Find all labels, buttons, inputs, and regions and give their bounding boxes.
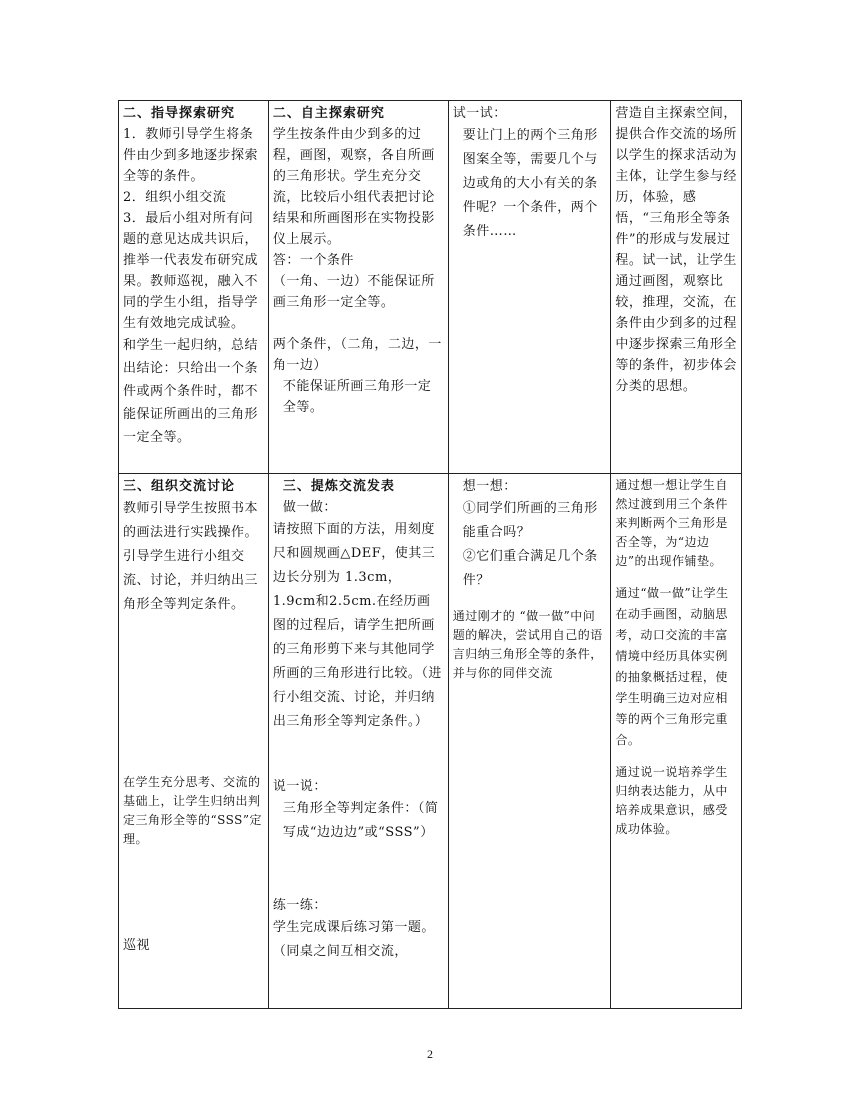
text-line: 巡视 (123, 938, 151, 953)
text-line: 学生按条件由少到多的过程，画图，观察，各自所画的三角形状。学生充分交流，比较后小组代表把讨论结果和所画图形在实物投影仪上展示。 (272, 127, 435, 247)
text-line: 要让门上的两个三角形图案全等，需要几个与边或角的大小有关的条件呢？一个条件，两个条件…… (462, 128, 598, 239)
table-row (119, 101, 742, 474)
section-heading: 二、指导探索研究 (123, 106, 236, 121)
text-line: 教师引导学生按照书本的画法进行实践操作。引导学生进行小组交流、讨论，并归纳出三角形全等判定条件。 (123, 501, 259, 612)
table-row (119, 474, 742, 1009)
text-line: 通过说一说培养学生归纳表达能力，从中培养成果意识，感受成功体验。 (615, 765, 728, 836)
section-heading: 三、组织交流讨论 (123, 479, 236, 494)
text-line: 答：一个条件 (272, 253, 354, 268)
text-line: 通过刚才的 “做一做”中问题的解决，尝试用自己的语言归纳三角形全等的条件，并与你的同伴交流 (452, 609, 603, 680)
text-line: 做一做： (282, 500, 337, 515)
activity-cell (448, 101, 611, 474)
text-line: 学生完成课后练习第一题。（同桌之间互相交流， (272, 920, 435, 959)
text-line: （一角、一边）不能保证所画三角形一定全等。 (272, 274, 435, 310)
text-line: 1．教师引导学生将条件由少到多地逐步探索全等的条件。 (123, 127, 259, 184)
activity-cell (448, 474, 611, 1009)
design-intent-cell (611, 474, 742, 1009)
design-intent-cell (611, 101, 742, 474)
text-line: 通过“做一做”让学生在动手画图，动脑思考，动口交流的丰富情境中经历具体实例的抽象概括过程，使学生明确三边对应相等的两个三角形完重合。 (615, 586, 729, 747)
text-line: 两个条件，（二角，二边，一角一边） (272, 337, 442, 373)
section-heading: 试一试： (452, 106, 507, 121)
text-line: 请按照下面的方法，用刻度尺和圆规画△DEF，使其三边长分别为 1.3cm，1.9cm和2.5cm.在经历画图的过程后，请学生把所画的三角形剪下来与其他同学所画的三角形进行比较。（进行小组交流、讨论，并归纳出三角形全等判定条件。） (272, 522, 442, 729)
page-number: 2 (427, 1047, 433, 1061)
text-line: 想一想： (462, 479, 517, 494)
text-line: 在学生充分思考、交流的基础上，让学生归纳出判定三角形全等的“SSS”定理。 (123, 775, 263, 846)
section-heading: 三、提炼交流发表 (282, 479, 395, 494)
student-activity-cell (268, 474, 448, 1009)
text-line: ②它们重合满足几个条件？ (462, 549, 598, 588)
lesson-plan-table (118, 100, 742, 1009)
text-line: 3．最后小组对所有问题的意见达成共识后，推举一代表发布研究成果。教师巡视，融入不同的学生小组，指导学生有效地完成试验。 (123, 211, 259, 331)
student-activity-cell (268, 101, 448, 474)
text-line: 营造自主探索空间，提供合作交流的场所以学生的探求活动为主体，让学生参与经历，体验，感悟，“三角形全等条件”的形成与发展过程。试一试，让学生通过画图，观察比较，推理，交流，在条件由少到多的过程中逐步探索三角形全等的条件，初步体会分类的思想。 (615, 106, 737, 394)
text-line: 通过想一想让学生自然过渡到用三个条件来判断两个三角形是否全等，为“边边边”的出现作铺垫。 (615, 478, 728, 568)
teacher-activity-cell (119, 101, 269, 474)
text-line: 三角形全等判定条件：（简写成“边边边”或“SSS”） (282, 801, 439, 840)
text-line: 说一说： (272, 779, 327, 794)
text-line: 2．组织小组交流 (123, 190, 227, 205)
text-line: ①同学们所画的三角形能重合吗？ (462, 501, 598, 540)
text-line: 和学生一起归纳，总结出结论：只给出一个条件或两个条件时，都不能保证所画出的三角形一定全等。 (123, 338, 259, 445)
teacher-activity-cell (119, 474, 269, 1009)
text-line: 练一练： (272, 898, 327, 913)
section-heading: 二、自主探索研究 (272, 106, 385, 121)
text-line: 不能保证所画三角形一定全等。 (282, 379, 432, 415)
